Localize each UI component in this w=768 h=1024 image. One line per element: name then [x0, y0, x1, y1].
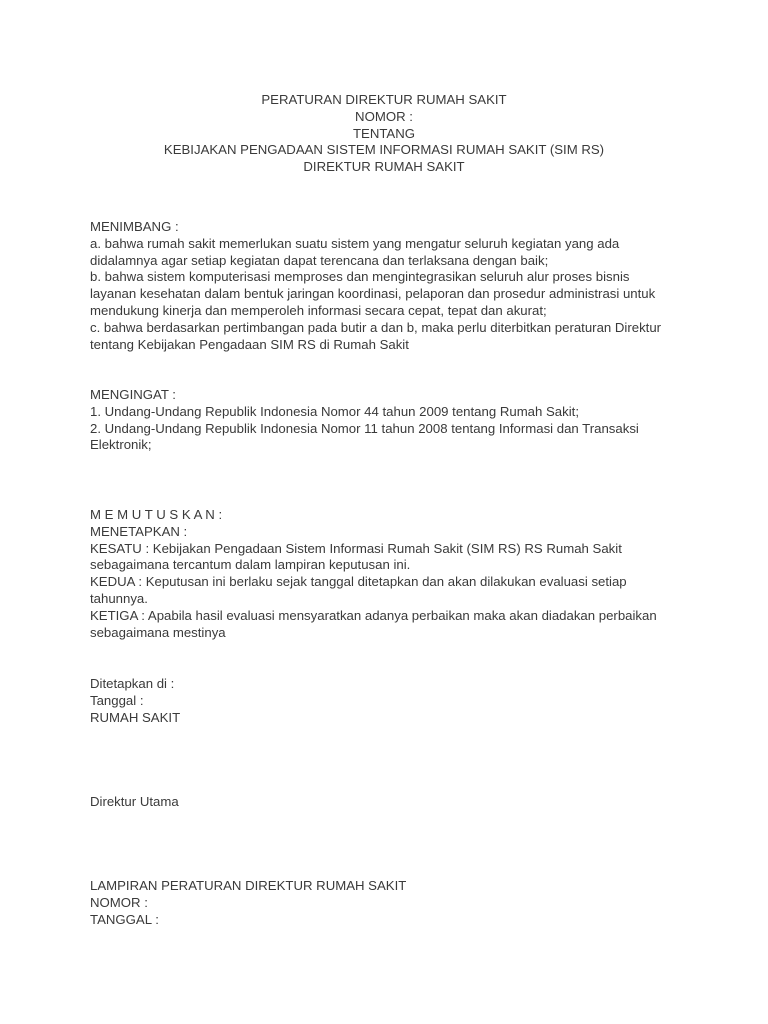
- body-line: mendukung kinerja dan memperoleh informasi secara cepat, tepat dan akurat;: [90, 302, 547, 318]
- section-heading: M E M U T U S K A N :: [90, 507, 223, 522]
- ditetapkan-section: [90, 676, 680, 726]
- mengingat-section: [90, 387, 680, 454]
- body-line: b. bahwa sistem komputerisasi memproses dan mengintegrasikan seluruh alur proses bisnis: [90, 269, 630, 285]
- body-line: didalamnya agar setiap kegiatan dapat terencana dan terlaksana dengan baik;: [90, 252, 549, 268]
- body-line: sebagaimana tercantum dalam lampiran keputusan ini.: [90, 557, 411, 573]
- body-line: KESATU : Kebijakan Pengadaan Sistem Informasi Rumah Sakit (SIM RS) RS Rumah Sakit: [90, 540, 622, 556]
- lampiran-section: [90, 878, 680, 928]
- body-line: tahunnya.: [90, 590, 148, 606]
- signatory-section: [90, 794, 680, 811]
- title-line: PERATURAN DIREKTUR RUMAH SAKIT: [261, 92, 507, 107]
- body-line: Ditetapkan di :: [90, 676, 175, 691]
- body-line: NOMOR :: [90, 894, 148, 910]
- body-line: KETIGA : Apabila hasil evaluasi mensyaratkan adanya perbaikan maka akan diadakan perbaikan: [90, 607, 657, 623]
- memutuskan-section: [90, 507, 680, 641]
- body-line: KEDUA : Keputusan ini berlaku sejak tanggal ditetapkan dan akan dilakukan evaluasi setiap: [90, 574, 627, 590]
- body-line: sebagaimana mestinya: [90, 624, 226, 640]
- body-line: Tanggal :: [90, 692, 144, 708]
- body-line: 1. Undang-Undang Republik Indonesia Nomor 44 tahun 2009 tentang Rumah Sakit;: [90, 403, 579, 419]
- section-heading: MENIMBANG :: [90, 219, 179, 234]
- title-line: NOMOR :: [355, 108, 413, 124]
- body-line: a. bahwa rumah sakit memerlukan suatu sistem yang mengatur seluruh kegiatan yang ada: [90, 235, 620, 251]
- body-line: c. bahwa berdasarkan pertimbangan pada butir a dan b, maka perlu diterbitkan peraturan Direktur: [90, 319, 662, 335]
- signatory-title: Direktur Utama: [90, 794, 179, 809]
- title-line: DIREKTUR RUMAH SAKIT: [303, 159, 465, 175]
- body-line: RUMAH SAKIT: [90, 709, 181, 725]
- body-line: TANGGAL :: [90, 911, 159, 927]
- section-heading: MENGINGAT :: [90, 387, 176, 402]
- body-line: layanan kesehatan dalam bentuk jaringan koordinasi, pelaporan dan prosedur administrasi untuk: [90, 286, 656, 302]
- body-line: 2. Undang-Undang Republik Indonesia Nomor 11 tahun 2008 tentang Informasi dan Transaksi: [90, 420, 639, 436]
- document-title-block: [0, 92, 768, 176]
- body-line: LAMPIRAN PERATURAN DIREKTUR RUMAH SAKIT: [90, 878, 407, 893]
- title-line: TENTANG: [352, 125, 416, 141]
- body-line: MENETAPKAN :: [90, 523, 188, 539]
- menimbang-section: [90, 219, 680, 353]
- body-line: Elektronik;: [90, 437, 152, 453]
- body-line: tentang Kebijakan Pengadaan SIM RS di Rumah Sakit: [90, 336, 409, 352]
- title-line: KEBIJAKAN PENGADAAN SISTEM INFORMASI RUMAH SAKIT (SIM RS): [163, 142, 605, 158]
